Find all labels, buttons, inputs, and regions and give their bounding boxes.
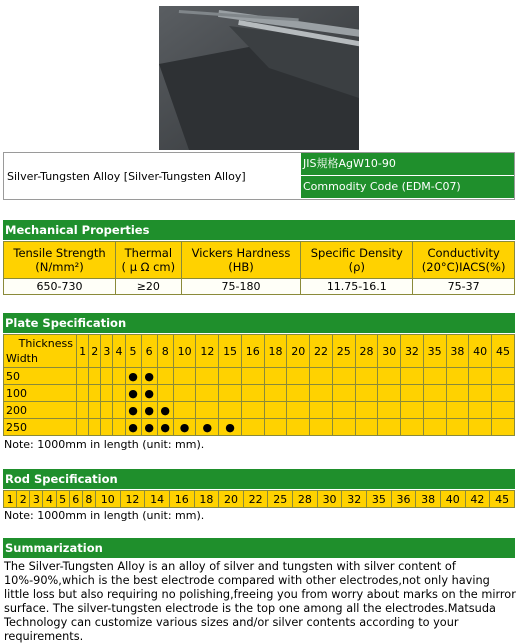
thickness-header-cell: 2	[89, 335, 101, 368]
mechanical-value-cell: 75-37	[413, 279, 515, 295]
thickness-header-cell: 20	[287, 335, 310, 368]
plate-availability-cell	[125, 402, 141, 419]
thickness-header-cell: 45	[492, 335, 515, 368]
plate-availability-cell	[125, 385, 141, 402]
product-name: Silver-Tungsten Alloy [Silver-Tungsten Alloy]	[7, 169, 246, 183]
mechanical-header-cell	[4, 242, 116, 279]
rod-size-cell: 8	[82, 491, 95, 508]
plate-availability-cell	[113, 402, 125, 419]
rod-size-cell: 2	[17, 491, 30, 508]
plate-availability-cell	[401, 385, 424, 402]
available-dot: ●	[202, 420, 213, 434]
rod-size-cell: 1	[4, 491, 17, 508]
plate-availability-cell	[332, 368, 355, 385]
plate-availability-cell	[310, 402, 333, 419]
plate-availability-cell	[469, 368, 492, 385]
thickness-header-cell: 32	[401, 335, 424, 368]
mechanical-header-line: Conductivity	[427, 246, 500, 260]
rod-size-cell: 3	[30, 491, 43, 508]
thickness-header-cell: 5	[125, 335, 141, 368]
mechanical-value-cell: 650-730	[4, 279, 116, 295]
plate-note: Note: 1000mm in length (unit: mm).	[4, 438, 205, 451]
plate-availability-cell	[423, 402, 446, 419]
plate-availability-cell	[446, 402, 469, 419]
mechanical-value-cell: 11.75-16.1	[301, 279, 413, 295]
product-header	[3, 152, 515, 200]
plate-availability-cell	[469, 419, 492, 436]
available-dot: ●	[144, 386, 154, 400]
rod-size-cell: 18	[194, 491, 219, 508]
plate-availability-cell	[89, 402, 101, 419]
available-dot: ●	[144, 403, 154, 417]
thickness-width-corner	[4, 335, 77, 368]
plate-availability-cell	[77, 385, 89, 402]
mechanical-header-cell	[116, 242, 182, 279]
available-dot: ●	[144, 369, 154, 383]
plate-availability-cell	[101, 402, 113, 419]
plate-specification-table	[3, 334, 515, 436]
thickness-header-cell: 15	[219, 335, 242, 368]
jis-standard: JIS規格AgW10-90	[301, 153, 514, 175]
plate-availability-cell	[264, 402, 287, 419]
thickness-header-cell: 8	[157, 335, 173, 368]
plate-availability-cell	[196, 368, 219, 385]
mechanical-header-line: (ρ)	[348, 260, 365, 274]
plate-availability-cell	[141, 385, 157, 402]
mechanical-header-line: (HB)	[228, 260, 254, 274]
thickness-header-cell: 4	[113, 335, 125, 368]
plate-availability-cell	[355, 385, 378, 402]
plate-availability-cell	[492, 385, 515, 402]
plate-availability-cell	[241, 419, 264, 436]
plate-availability-cell	[219, 419, 242, 436]
plate-availability-cell	[332, 419, 355, 436]
plate-availability-cell	[113, 368, 125, 385]
plate-availability-cell	[101, 419, 113, 436]
plate-availability-cell	[264, 419, 287, 436]
plate-availability-cell	[492, 402, 515, 419]
rod-size-cell: 12	[120, 491, 145, 508]
thickness-header-cell: 35	[423, 335, 446, 368]
plate-availability-cell	[355, 419, 378, 436]
rod-size-cell: 38	[416, 491, 441, 508]
plate-width-cell: 100	[4, 385, 77, 402]
plate-availability-cell	[157, 402, 173, 419]
thickness-header-cell: 22	[310, 335, 333, 368]
plate-availability-cell	[423, 419, 446, 436]
rod-size-cell: 20	[219, 491, 244, 508]
plate-availability-cell	[173, 419, 196, 436]
rod-size-cell: 28	[293, 491, 318, 508]
plate-availability-cell	[264, 385, 287, 402]
thickness-header-cell: 3	[101, 335, 113, 368]
product-photo	[159, 6, 359, 150]
mechanical-header-line: (N/mm²)	[35, 260, 84, 274]
plate-availability-cell	[77, 419, 89, 436]
plate-availability-cell	[125, 419, 141, 436]
plate-availability-cell	[173, 368, 196, 385]
plate-availability-cell	[423, 368, 446, 385]
plate-availability-cell	[355, 402, 378, 419]
plate-availability-cell	[446, 385, 469, 402]
plate-availability-cell	[173, 402, 196, 419]
plate-availability-cell	[287, 419, 310, 436]
plate-availability-cell	[401, 368, 424, 385]
plate-availability-cell	[241, 368, 264, 385]
plate-availability-cell	[264, 368, 287, 385]
plate-availability-cell	[310, 419, 333, 436]
rod-size-cell: 6	[69, 491, 82, 508]
rod-size-cell: 5	[56, 491, 69, 508]
available-dot: ●	[160, 403, 170, 417]
thickness-header-cell: 16	[241, 335, 264, 368]
thickness-header-cell: 40	[469, 335, 492, 368]
mechanical-header-line: (20°C)IACS(%)	[421, 260, 506, 274]
plate-availability-cell	[101, 368, 113, 385]
plate-availability-cell	[101, 385, 113, 402]
thickness-header-cell: 1	[77, 335, 89, 368]
mechanical-header-line: Tensile Strength	[13, 246, 106, 260]
plate-availability-cell	[423, 385, 446, 402]
plate-availability-cell	[219, 368, 242, 385]
plate-availability-cell	[89, 419, 101, 436]
plate-availability-cell	[157, 419, 173, 436]
rod-size-cell: 40	[440, 491, 465, 508]
plate-availability-cell	[241, 385, 264, 402]
plate-availability-cell	[141, 368, 157, 385]
plate-availability-cell	[141, 402, 157, 419]
plate-availability-cell	[287, 368, 310, 385]
plate-availability-cell	[378, 385, 401, 402]
plate-availability-cell	[469, 385, 492, 402]
summary-text: The Silver-Tungsten Alloy is an alloy of silver and tungsten with silver content of 10%-90%,which is the best electrode compared with other electrodes,not only having little loss but also requiring no polishing,freeing you from worry about marks on the mirror surface. The silver-tungsten electrode is the top one among all the electrodes.Matsuda Technology can customize various sizes and/or silver contents according to your requirements.	[4, 560, 516, 643]
plate-availability-cell	[219, 385, 242, 402]
plate-availability-cell	[332, 402, 355, 419]
rod-size-cell: 36	[391, 491, 416, 508]
plate-availability-cell	[492, 419, 515, 436]
rod-size-cell: 10	[95, 491, 120, 508]
mechanical-header-cell	[413, 242, 515, 279]
mechanical-value-cell: ≥20	[116, 279, 182, 295]
rod-size-cell: 16	[169, 491, 194, 508]
thickness-header-cell: 12	[196, 335, 219, 368]
plate-availability-cell	[77, 402, 89, 419]
thickness-header-cell: 18	[264, 335, 287, 368]
rod-size-cell: 32	[342, 491, 367, 508]
mechanical-value-cell: 75-180	[181, 279, 301, 295]
mechanical-header-cell	[301, 242, 413, 279]
plate-availability-cell	[492, 368, 515, 385]
mechanical-header-line: Vickers Hardness	[191, 246, 291, 260]
rod-size-cell: 45	[490, 491, 515, 508]
available-dot: ●	[179, 420, 190, 434]
available-dot: ●	[225, 420, 235, 434]
plate-availability-cell	[125, 368, 141, 385]
rod-specification-title: Rod Specification	[3, 469, 515, 489]
plate-availability-cell	[446, 419, 469, 436]
available-dot: ●	[160, 420, 170, 434]
rod-size-cell: 14	[145, 491, 170, 508]
plate-availability-cell	[401, 419, 424, 436]
plate-availability-cell	[332, 385, 355, 402]
plate-availability-cell	[113, 385, 125, 402]
mechanical-header-line: Specific Density	[310, 246, 403, 260]
plate-width-cell: 250	[4, 419, 77, 436]
available-dot: ●	[128, 369, 138, 383]
mechanical-header-cell	[181, 242, 301, 279]
rod-specification-table	[3, 490, 515, 508]
plate-availability-cell	[378, 368, 401, 385]
available-dot: ●	[128, 403, 138, 417]
rod-note: Note: 1000mm in length (unit: mm).	[4, 509, 205, 522]
rod-size-cell: 25	[268, 491, 293, 508]
plate-width-cell: 50	[4, 368, 77, 385]
width-label: Width	[6, 352, 38, 365]
plate-availability-cell	[378, 402, 401, 419]
plate-availability-cell	[157, 385, 173, 402]
plate-availability-cell	[446, 368, 469, 385]
plate-availability-cell	[378, 419, 401, 436]
thickness-label: Thickness	[18, 337, 73, 350]
available-dot: ●	[128, 420, 138, 434]
thickness-header-cell: 30	[378, 335, 401, 368]
plate-availability-cell	[287, 385, 310, 402]
plate-availability-cell	[310, 368, 333, 385]
plate-availability-cell	[401, 402, 424, 419]
plate-availability-cell	[113, 419, 125, 436]
plate-availability-cell	[89, 385, 101, 402]
plate-availability-cell	[219, 402, 242, 419]
plate-availability-cell	[355, 368, 378, 385]
plate-availability-cell	[157, 368, 173, 385]
plate-availability-cell	[173, 385, 196, 402]
mechanical-properties-table	[3, 241, 515, 295]
rod-size-cell: 30	[317, 491, 342, 508]
thickness-header-cell: 6	[141, 335, 157, 368]
plate-availability-cell	[77, 368, 89, 385]
thickness-header-cell: 38	[446, 335, 469, 368]
available-dot: ●	[144, 420, 154, 434]
rod-size-cell: 35	[367, 491, 392, 508]
plate-availability-cell	[196, 419, 219, 436]
rod-size-cell: 22	[243, 491, 268, 508]
mechanical-header-line: Thermal	[124, 246, 173, 260]
thickness-header-cell: 10	[173, 335, 196, 368]
plate-availability-cell	[287, 402, 310, 419]
rod-size-cell: 42	[465, 491, 490, 508]
commodity-code: Commodity Code (EDM-C07)	[301, 176, 514, 198]
plate-availability-cell	[196, 385, 219, 402]
summarization-title: Summarization	[3, 538, 515, 558]
plate-availability-cell	[89, 368, 101, 385]
mechanical-properties-title: Mechanical Properties	[3, 220, 515, 240]
plate-availability-cell	[241, 402, 264, 419]
plate-availability-cell	[141, 419, 157, 436]
rod-size-cell: 4	[43, 491, 56, 508]
thickness-header-cell: 28	[355, 335, 378, 368]
plate-availability-cell	[196, 402, 219, 419]
thickness-header-cell: 25	[332, 335, 355, 368]
plate-specification-title: Plate Specification	[3, 313, 515, 333]
mechanical-header-line: ( μ Ω cm)	[121, 260, 176, 274]
plate-availability-cell	[310, 385, 333, 402]
available-dot: ●	[128, 386, 138, 400]
plate-availability-cell	[469, 402, 492, 419]
plate-width-cell: 200	[4, 402, 77, 419]
